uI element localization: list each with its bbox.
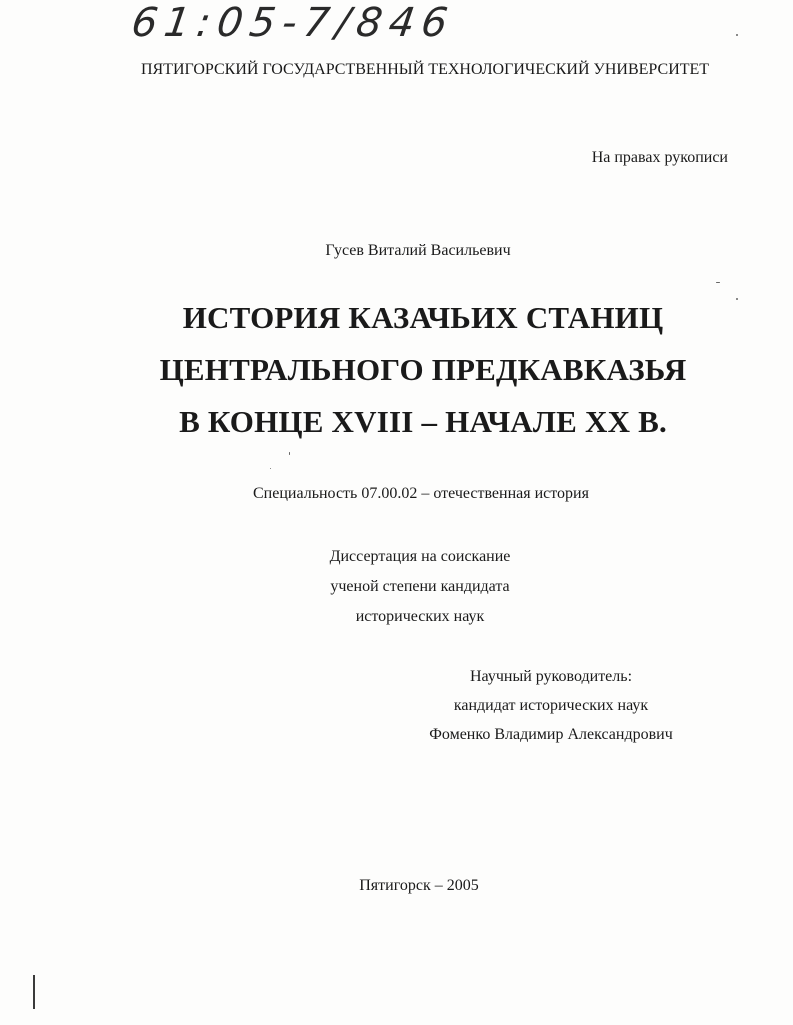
speciality-line: Специальность 07.00.02 – отечественная история: [253, 485, 589, 502]
author-name: Гусев Виталий Васильевич: [325, 242, 511, 259]
title-line-3: В КОНЦЕ XVIII – НАЧАЛЕ XX В.: [179, 404, 667, 439]
university-name: ПЯТИГОРСКИЙ ГОСУДАРСТВЕННЫЙ ТЕХНОЛОГИЧЕСКИЙ УНИВЕРСИТЕТ: [140, 61, 710, 78]
scan-speck: [736, 298, 738, 300]
title-line-1: ИСТОРИЯ КАЗАЧЬИХ СТАНИЦ: [182, 300, 664, 335]
city-year: Пятигорск – 2005: [359, 877, 479, 894]
advisor-line-3: Фоменко Владимир Александрович: [429, 726, 673, 743]
advisor-line-1: Научный руководитель:: [469, 668, 633, 685]
title-line-2: ЦЕНТРАЛЬНОГО ПРЕДКАВКАЗЬЯ: [159, 352, 687, 387]
rights-note: На правах рукописи: [591, 149, 728, 166]
scan-speck: [716, 282, 720, 283]
scan-edge-mark: [33, 975, 35, 1009]
scan-speck: [736, 34, 738, 36]
dissertation-line-2: ученой степени кандидата: [330, 578, 510, 595]
scan-speck: [270, 468, 271, 469]
advisor-line-2: кандидат исторических наук: [453, 697, 649, 714]
handwritten-catalog-code: 61:05-7/846: [128, 0, 458, 46]
scan-speck: [289, 452, 290, 455]
dissertation-line-1: Диссертация на соискание: [329, 548, 511, 565]
dissertation-line-3: исторических наук: [355, 608, 485, 625]
